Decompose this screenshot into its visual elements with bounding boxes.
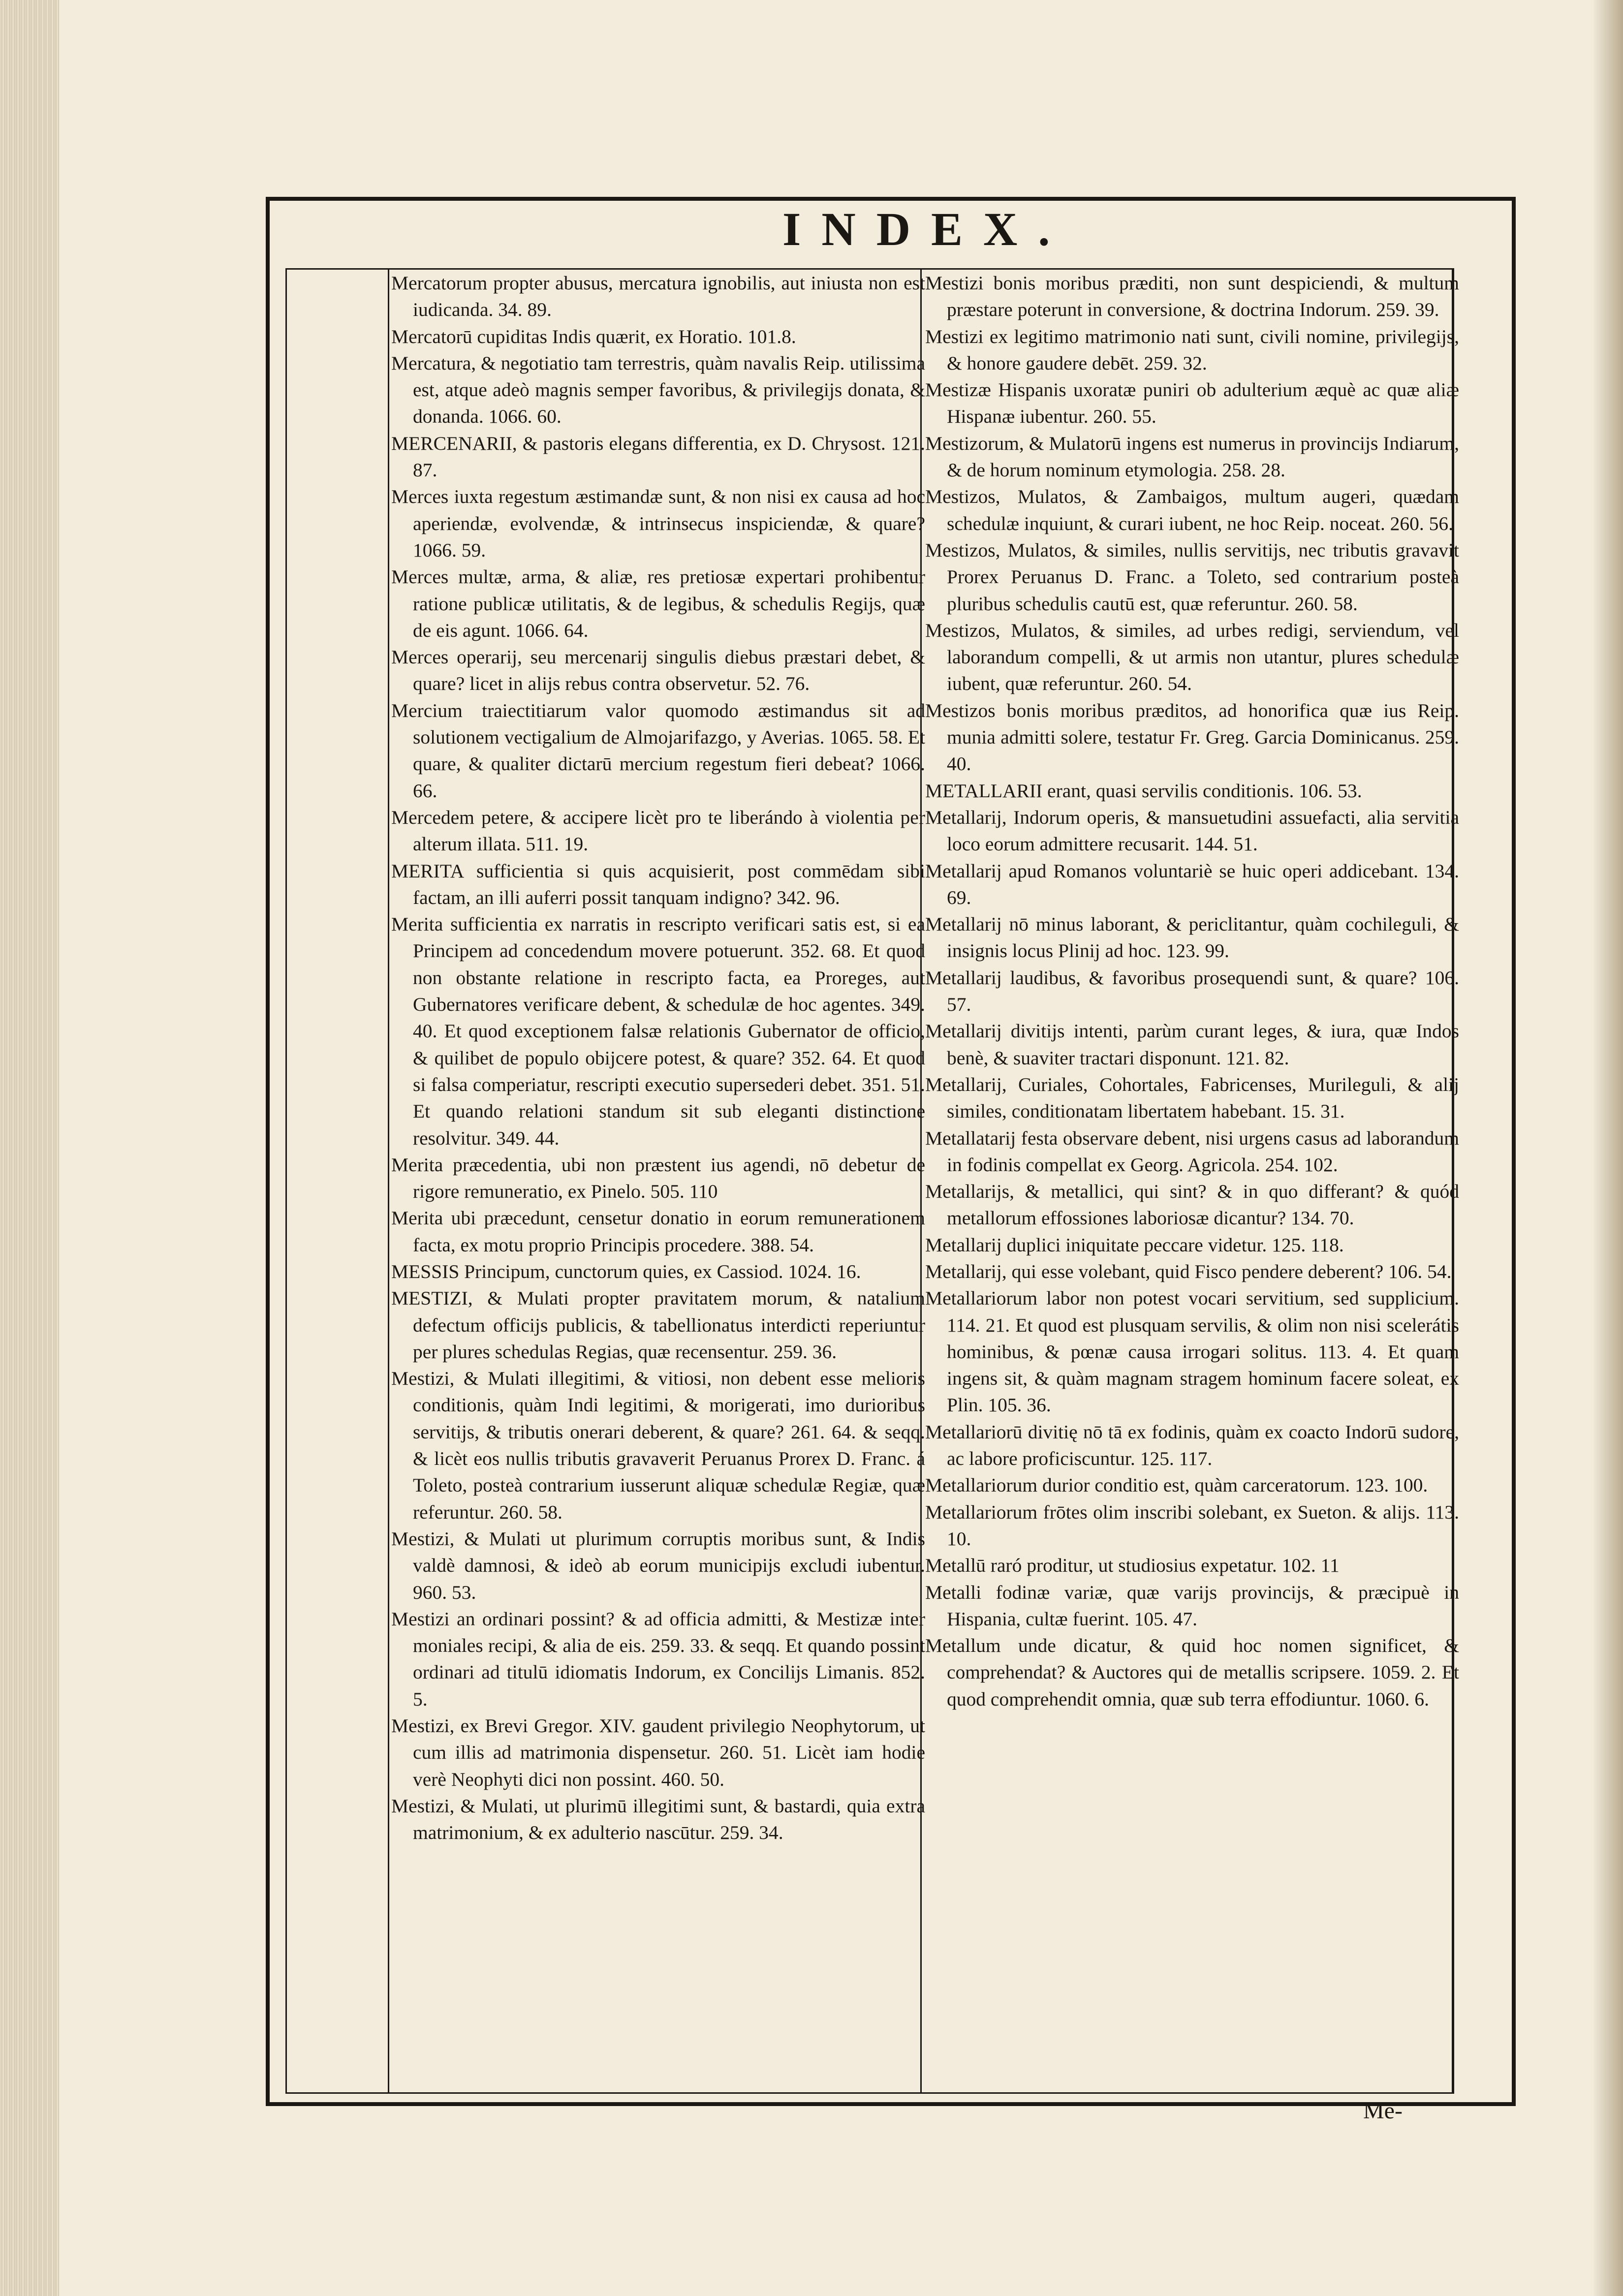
- index-entry: Mercatorū cupiditas Indis quærit, ex Horatio. 101.8.: [391, 325, 796, 347]
- index-entry: Mestizi bonis moribus præditi, non sunt despiciendi, & multum præstare poterunt in conversione, & doctrina Indorum. 259. 39.: [925, 272, 1459, 321]
- index-entry: Merita sufficientia ex narratis in rescripto verificari satis est, si ea Principem ad concedendum movere potuerunt. 352. 68. Et quod non obstante relatione in rescripto facta, ea Proreges, aut Gubernatores verificare debent, & schedulæ de hoc agentes. 349. 40. Et quod exceptionem falsæ relationis Gubernator de officio, & quilibet de populo obijcere potest, & quare? 352. 64. Et quod si falsa comperiatur, rescripti executio supersederi debet. 351. 51. Et quando relationi standum sit sub eleganti distinctione resolvitur. 349. 44.: [391, 913, 925, 1149]
- index-entry: Metallum unde dicatur, & quid hoc nomen significet, & comprehendat? & Auctores qui de metallis scripsere. 1059. 2. Et quod comprehendit omnia, quæ sub terra effodiuntur. 1060. 6.: [925, 1635, 1459, 1710]
- index-entry: Metallariorum frōtes olim inscribi solebant, ex Sueton. & alijs. 113. 10.: [925, 1501, 1459, 1550]
- index-entry: Mercatorum propter abusus, mercatura ignobilis, aut iniusta non est iudicanda. 34. 89.: [391, 272, 925, 321]
- index-entry: METALLARII erant, quasi servilis conditionis. 106. 53.: [925, 779, 1362, 802]
- index-entry: Metallariorum durior conditio est, quàm carceratorum. 123. 100.: [925, 1474, 1428, 1496]
- page-title: INDEX.: [782, 203, 1071, 255]
- index-entry: Metallū raró proditur, ut studiosius expetatur. 102. 11: [925, 1554, 1340, 1577]
- index-entry: Mestizos, Mulatos, & Zambaigos, multum augeri, quædam schedulæ inquiunt, & curari iubent, ne hoc Reip. noceat. 260. 56.: [925, 486, 1459, 534]
- index-entry: Merces multæ, arma, & aliæ, res pretiosæ expertari prohibentur ratione publicæ utilitatis, & de legibus, & schedulis Regijs, quæ de eis agunt. 1066. 64.: [391, 566, 925, 641]
- index-entry: Mestizi, & Mulati, ut plurimū illegitimi sunt, & bastardi, quia extra matrimonium, & ex adulterio nascūtur. 259. 34.: [391, 1795, 925, 1844]
- index-entry: Metallatarij festa observare debent, nisi urgens casus ad laborandum in fodinis compellat ex Georg. Agricola. 254. 102.: [925, 1127, 1459, 1176]
- index-entry: Mestizi ex legitimo matrimonio nati sunt, civili nomine, privilegijs, & honore gaudere debēt. 259. 32.: [925, 325, 1459, 374]
- index-entry: Mercatura, & negotiatio tam terrestris, quàm navalis Reip. utilissima est, atque adeò magnis semper favoribus, & privilegijs donata, & donanda. 1066. 60.: [391, 352, 925, 428]
- index-entry: Metallarij, Indorum operis, & mansuetudini assuefacti, alia servitia loco eorum admittere recusarit. 144. 51.: [925, 806, 1459, 855]
- index-entry: Mestizi, & Mulati illegitimi, & vitiosi, non debent esse melioris conditionis, quàm Indi legitimi, & morigerati, imo durioribus servitijs, & tributis onerari deberent, & quare? 261. 64. & seqq. & licèt eos nullis tributis gravaverit Peruanus Prorex D. Franc. á Toleto, posteà contrarium iusserunt aliquæ schedulæ Regiæ, quæ referuntur. 260. 58.: [391, 1367, 925, 1523]
- catchword: Me-: [1363, 2098, 1403, 2124]
- index-entry: Mestizi an ordinari possint? & ad officia admitti, & Mestizæ inter moniales recipi, & alia de eis. 259. 33. & seqq. Et quando possint ordinari ad titulū idiomatis Indorum, ex Concilijs Limanis. 852. 5.: [391, 1608, 925, 1710]
- index-entry: Metallarij nō minus laborant, & periclitantur, quàm cochileguli, & insignis locus Plinij ad hoc. 123. 99.: [925, 913, 1459, 962]
- index-entry: Metallarij apud Romanos voluntariè se huic operi addicebant. 134. 69.: [925, 860, 1459, 908]
- index-entry: Metallarijs, & metallici, qui sint? & in quo differant? & quód metallorum effossiones laboriosæ dicantur? 134. 70.: [925, 1180, 1459, 1229]
- book-fore-edge: [0, 0, 59, 2296]
- index-entry: Mestizos bonis moribus præditos, ad honorifica quæ ius Reip. munia admitti solere, testatur Fr. Greg. Garcia Dominicanus. 259. 40.: [925, 699, 1459, 775]
- page-curl-shadow: [1593, 0, 1623, 2296]
- index-entry: Merces operarij, seu mercenarij singulis diebus præstari debet, & quare? licet in alijs rebus contra observetur. 52. 76.: [391, 646, 925, 695]
- index-entry: Metallarij divitijs intenti, parùm curant leges, & iura, quæ Indos benè, & suaviter tractari disponunt. 121. 82.: [925, 1020, 1459, 1069]
- index-entry: Merita præcedentia, ubi non præstent ius agendi, nō debetur de rigore remuneratio, ex Pinelo. 505. 110: [391, 1153, 925, 1203]
- index-entry: Merita ubi præcedunt, censetur donatio in eorum remunerationem facta, ex motu proprio Principis procedere. 388. 54.: [391, 1207, 925, 1256]
- index-entry: Metallarij, Curiales, Cohortales, Fabricenses, Murileguli, & alij similes, conditionatam libertatem habebant. 15. 31.: [925, 1073, 1459, 1122]
- index-entry: Metallarij duplici iniquitate peccare videtur. 125. 118.: [925, 1234, 1344, 1256]
- index-entry: MESTIZI, & Mulati propter pravitatem morum, & natalium defectum officijs publicis, & tabellionatus interdicti reperiuntur per plures schedulas Regias, quæ recensentur. 259. 36.: [391, 1287, 925, 1363]
- index-entry: Mestizi, & Mulati ut plurimum corruptis moribus sunt, & Indis valdè damnosi, & ideò ab eorum municipijs excludi iubentur. 960. 53.: [391, 1527, 925, 1603]
- index-entry: Metallariorū divitię nō tā ex fodinis, quàm ex coacto Indorū sudore, ac labore proficiscuntur. 125. 117.: [925, 1421, 1459, 1470]
- index-entry: Merces iuxta regestum æstimandæ sunt, & non nisi ex causa ad hoc aperiendæ, evolvendæ, & intrinsecus inspiciendæ, & quare? 1066. 59.: [391, 486, 925, 561]
- index-entry: Mestizos, Mulatos, & similes, nullis servitijs, nec tributis gravavit Prorex Peruanus D. Franc. a Toleto, sed contrarium posteà pluribus schedulis cautū est, quæ referuntur. 260. 58.: [925, 539, 1459, 615]
- left-column-rule: [388, 268, 389, 2094]
- index-entry: Mestizæ Hispanis uxoratæ puniri ob adulterium æquè ac quæ aliæ Hispanæ iubentur. 260. 55.: [925, 379, 1459, 428]
- index-entry: Mestizorum, & Mulatorū ingens est numerus in provincijs Indiarum, & de horum nominum etymologia. 258. 28.: [925, 432, 1459, 481]
- index-entry: Mestizos, Mulatos, & similes, ad urbes redigi, serviendum, vel laborandum compelli, & ut armis non utantur, plures schedulæ iubent, quæ referuntur. 260. 54.: [925, 619, 1459, 695]
- index-entry: Mercium traiectitiarum valor quomodo æstimandus sit ad solutionem vectigalium de Almojarifazgo, y Averias. 1065. 58. Et quare, & qualiter dictarū mercium regestum fieri debeat? 1066. 66.: [391, 699, 925, 802]
- index-entry: Metalli fodinæ variæ, quæ varijs provincijs, & præcipuè in Hispania, cultæ fuerint. 105. 47.: [925, 1581, 1459, 1630]
- index-entry: Metallariorum labor non potest vocari servitium, sed supplicium. 114. 21. Et quod est plusquam servilis, & olim non nisi scelerátis hominibus, & pœnæ causa irrogari solitus. 113. 4. Et quam ingens sit, & quàm magnam stragem hominum facere soleat, ex Plin. 105. 36.: [925, 1287, 1459, 1416]
- index-entry: Mercedem petere, & accipere licèt pro te liberándo à violentia per alterum illata. 511. 19.: [391, 806, 925, 855]
- index-entry: Metallarij, qui esse volebant, quid Fisco pendere deberent? 106. 54.: [925, 1260, 1452, 1282]
- index-entry: MERITA sufficientia si quis acquisierit, post commēdam sibi factam, an illi auferri possit tanquam indigno? 342. 96.: [391, 860, 925, 908]
- index-entry: Metallarij laudibus, & favoribus prosequendi sunt, & quare? 106. 57.: [925, 966, 1459, 1016]
- right-index-column: [925, 270, 1459, 1712]
- left-index-column: [391, 270, 925, 1846]
- index-entry: Mestizi, ex Brevi Gregor. XIV. gaudent privilegio Neophytorum, ut cum illis ad matrimonia dispensetur. 260. 51. Licèt iam hodie verè Neophyti dici non possint. 460. 50.: [391, 1715, 925, 1790]
- index-entry: MERCENARII, & pastoris elegans differentia, ex D. Chrysost. 121. 87.: [391, 432, 925, 481]
- index-entry: MESSIS Principum, cunctorum quies, ex Cassiod. 1024. 16.: [391, 1260, 861, 1282]
